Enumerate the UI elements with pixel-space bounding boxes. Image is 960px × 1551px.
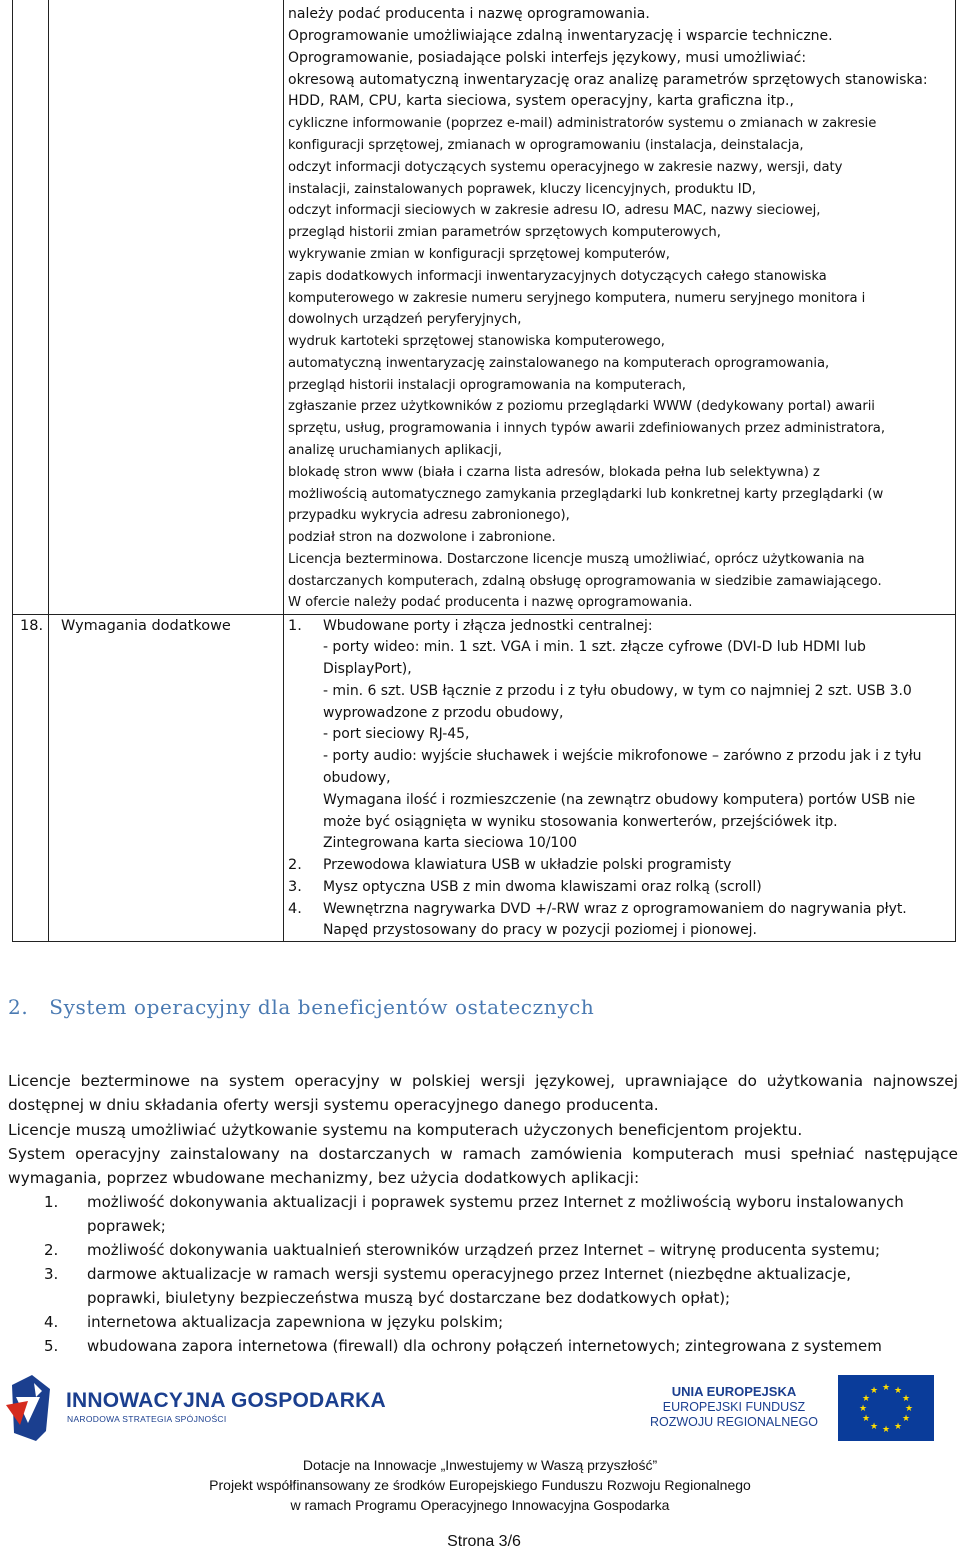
table-line: analizę uruchamianych aplikacji, — [288, 443, 502, 458]
table-col-divider-2 — [283, 0, 284, 942]
svg-text:★: ★ — [901, 1394, 911, 1404]
body-paragraph: System operacyjny zainstalowany na dostarczanych w ramach zamówienia komputerach musi spełniać następujące wymagania, poprzez wbudowane mechanizmy, bez użycia dodatkowych aplikacji: — [8, 1145, 958, 1188]
row-number: 18. — [20, 618, 44, 634]
right-logo-line1: UNIA EUROPEJSKA — [671, 1384, 797, 1399]
svg-text:★: ★ — [861, 1394, 871, 1404]
svg-text:★: ★ — [893, 1386, 903, 1396]
table-line: dowolnych urządzeń peryferyjnych, — [288, 312, 522, 327]
body-paragraph: Licencje muszą umożliwiać użytkowanie systemu na komputerach użyczonych beneficjentom projektu. — [8, 1121, 803, 1139]
item-line: - porty audio: wyjście słuchawek i wejście mikrofonowe – zarówno z przodu jak i z tyłu — [323, 748, 922, 764]
item-number: 2. — [288, 857, 302, 873]
table-line: dostarczanych komputerach, zdalną obsługę oprogramowania w siedzibie zamawiającego. — [288, 574, 882, 589]
item-line: Zintegrowana karta sieciowa 10/100 — [323, 835, 577, 851]
item-line: - min. 6 szt. USB łącznie z przodu i z tyłu obudowy, w tym co najmniej 2 szt. USB 3.0 — [323, 683, 912, 699]
table-line: cykliczne informowanie (poprzez e-mail) administratorów systemu o zmianach w zakresie — [288, 116, 877, 131]
left-logo-title: INNOWACYJNA GOSPODARKA — [66, 1389, 386, 1412]
item-line: Wymagana ilość i rozmieszczenie (na zewnątrz obudowy komputera) portów USB nie — [323, 792, 916, 808]
list-text: poprawki, biuletyny bezpieczeństwa muszą być dostarczane bez dodatkowych opłat); — [87, 1289, 731, 1307]
table-line: możliwością automatycznego zamykania przeglądarki lub konkretnej karty przeglądarki (w — [288, 487, 884, 502]
table-line: W ofercie należy podać producenta i nazwę oprogramowania. — [288, 595, 693, 610]
list-text: darmowe aktualizacje w ramach wersji systemu operacyjnego przez Internet (niezbędne aktualizacje, — [87, 1265, 851, 1283]
svg-text:★: ★ — [858, 1404, 868, 1414]
table-line: automatyczną inwentaryzację zainstalowanego na komputerach oprogramowania, — [288, 356, 830, 371]
body-paragraph: Licencje bezterminowe na system operacyjny w polskiej wersji językowej, uprawniające do użytkowania najnowszej dostępnej w dniu składania oferty wersji systemu operacyjnego danego producenta. — [8, 1072, 958, 1115]
list-text: wbudowana zapora internetowa (firewall) dla ochrony połączeń internetowych; zintegrowana z systemem — [87, 1337, 882, 1355]
table-line: instalacji, zainstalowanych poprawek, kluczy licencyjnych, produktu ID, — [288, 182, 756, 197]
table-line: przypadku wykrycia adresu zabronionego), — [288, 508, 570, 523]
item-line: Przewodowa klawiatura USB w układzie polski programisty — [323, 857, 732, 873]
list-text: internetowa aktualizacja zapewniona w języku polskim; — [87, 1313, 504, 1331]
table-line: blokadę stron www (biała i czarna lista adresów, blokada pełna lub selektywna) z — [288, 465, 820, 480]
table-line: zapis dodatkowych informacji inwentaryzacyjnych dotyczących całego stanowiska — [288, 269, 827, 284]
list-text: możliwość dokonywania aktualizacji i poprawek systemu przez Internet z możliwością wyboru instalowanych — [87, 1193, 904, 1211]
item-number: 3. — [288, 879, 302, 895]
svg-text:★: ★ — [893, 1422, 903, 1432]
footer-line: Projekt współfinansowany ze środków Europejskiego Funduszu Rozwoju Regionalnego — [209, 1477, 751, 1493]
section-number: 2. — [8, 995, 29, 1019]
table-line: odczyt informacji dotyczących systemu operacyjnego w zakresie nazwy, wersji, daty — [288, 160, 843, 175]
table-line: zgłaszanie przez użytkowników z poziomu przeglądarki WWW (dedykowany portal) awarii — [288, 399, 875, 414]
table-line: wydruk kartoteki sprzętowej stanowiska komputerowego, — [288, 334, 665, 349]
item-line: - porty wideo: min. 1 szt. VGA i min. 1 szt. złącze cyfrowe (DVI-D lub HDMI lub — [323, 639, 866, 655]
right-logo-line2: EUROPEJSKI FUNDUSZ — [662, 1400, 806, 1414]
list-number: 3. — [44, 1265, 59, 1283]
table-line: konfiguracji sprzętowej, zmianach w oprogramowaniu (instalacja, deinstalacja, — [288, 138, 804, 153]
table-line: Oprogramowanie, posiadające polski interfejs językowy, musi umożliwiać: — [288, 50, 807, 66]
row-label: Wymagania dodatkowe — [61, 618, 231, 634]
item-line: wyprowadzone z przodu obudowy, — [323, 705, 564, 721]
table-row-divider — [13, 614, 955, 615]
list-number: 2. — [44, 1241, 59, 1259]
table-line: komputerowego w zakresie numeru seryjnego komputera, numeru seryjnego monitora i — [288, 291, 866, 306]
table-line: przegląd historii zmian parametrów sprzętowych komputerowych, — [288, 225, 721, 240]
svg-text:★: ★ — [901, 1414, 911, 1424]
footer-line: Dotacje na Innowacje „Inwestujemy w Waszą przyszłość” — [302, 1457, 658, 1473]
item-line: Mysz optyczna USB z min dwoma klawiszami oraz rolką (scroll) — [323, 879, 762, 895]
item-line: obudowy, — [323, 770, 391, 786]
left-logo-subtitle: NARODOWA STRATEGIA SPÓJNOŚCI — [67, 1414, 227, 1424]
item-number: 1. — [288, 618, 302, 634]
item-number: 4. — [288, 901, 302, 917]
table-line: okresową automatyczną inwentaryzację oraz analizę parametrów sprzętowych stanowiska: — [288, 72, 928, 88]
item-line: Wewnętrzna nagrywarka DVD +/-RW wraz z oprogramowaniem do nagrywania płyt. — [323, 901, 907, 917]
svg-text:★: ★ — [904, 1404, 914, 1414]
table-line: Licencja bezterminowa. Dostarczone licencje muszą umożliwiać, oprócz użytkowania na — [288, 552, 865, 567]
list-number: 5. — [44, 1337, 59, 1355]
svg-text:★: ★ — [861, 1414, 871, 1424]
list-text: możliwość dokonywania uaktualnień sterowników urządzeń przez Internet – witrynę producenta systemu; — [87, 1241, 881, 1259]
table-line: odczyt informacji sieciowych w zakresie adresu IO, adresu MAC, nazwy sieciowej, — [288, 203, 821, 218]
table-line: należy podać producenta i nazwę oprogramowania. — [288, 6, 650, 22]
svg-text:★: ★ — [869, 1386, 879, 1396]
table-line: sprzętu, usług, programowania i innych typów awarii zdefiniowanych przez administratora, — [288, 421, 885, 436]
item-line: - port sieciowy RJ-45, — [323, 726, 470, 742]
table-line: HDD, RAM, CPU, karta sieciowa, system operacyjny, karta graficzna itp., — [288, 93, 794, 109]
table-line: wykrywanie zmian w konfiguracji sprzętowej komputerów, — [288, 247, 670, 262]
logo-bar — [0, 1375, 960, 1450]
item-line: Napęd przystosowany do pracy w pozycji poziomej i pionowej. — [323, 922, 757, 938]
right-logo-line3: ROZWOJU REGIONALNEGO — [649, 1415, 819, 1429]
list-text: poprawek; — [87, 1217, 166, 1235]
table-col-divider-1 — [48, 0, 49, 942]
svg-text:★: ★ — [881, 1425, 891, 1435]
table-line: Oprogramowanie umożliwiające zdalną inwentaryzację i wsparcie techniczne. — [288, 28, 833, 44]
page-number: Strona 3/6 — [447, 1533, 521, 1550]
item-line: Wbudowane porty i złącza jednostki centralnej: — [323, 618, 653, 634]
item-line: może być osiągnięta w wyniku stosowania konwerterów, przejściówek itp. — [323, 814, 838, 830]
table-line: przegląd historii instalacji oprogramowania na komputerach, — [288, 378, 686, 393]
svg-text:★: ★ — [869, 1422, 879, 1432]
list-number: 1. — [44, 1193, 59, 1211]
eu-flag-icon — [838, 1375, 934, 1441]
section-title: System operacyjny dla beneficjentów ostatecznych — [49, 995, 595, 1019]
footer-line: w ramach Programu Operacyjnego Innowacyjna Gospodarka — [290, 1497, 670, 1513]
section-heading — [8, 995, 594, 1019]
list-number: 4. — [44, 1313, 59, 1331]
table-line: podział stron na dozwolone i zabronione. — [288, 530, 556, 545]
item-line: DisplayPort), — [323, 661, 412, 677]
svg-text:★: ★ — [881, 1383, 891, 1393]
innowacyjna-gospodarka-logo-icon — [6, 1375, 56, 1441]
